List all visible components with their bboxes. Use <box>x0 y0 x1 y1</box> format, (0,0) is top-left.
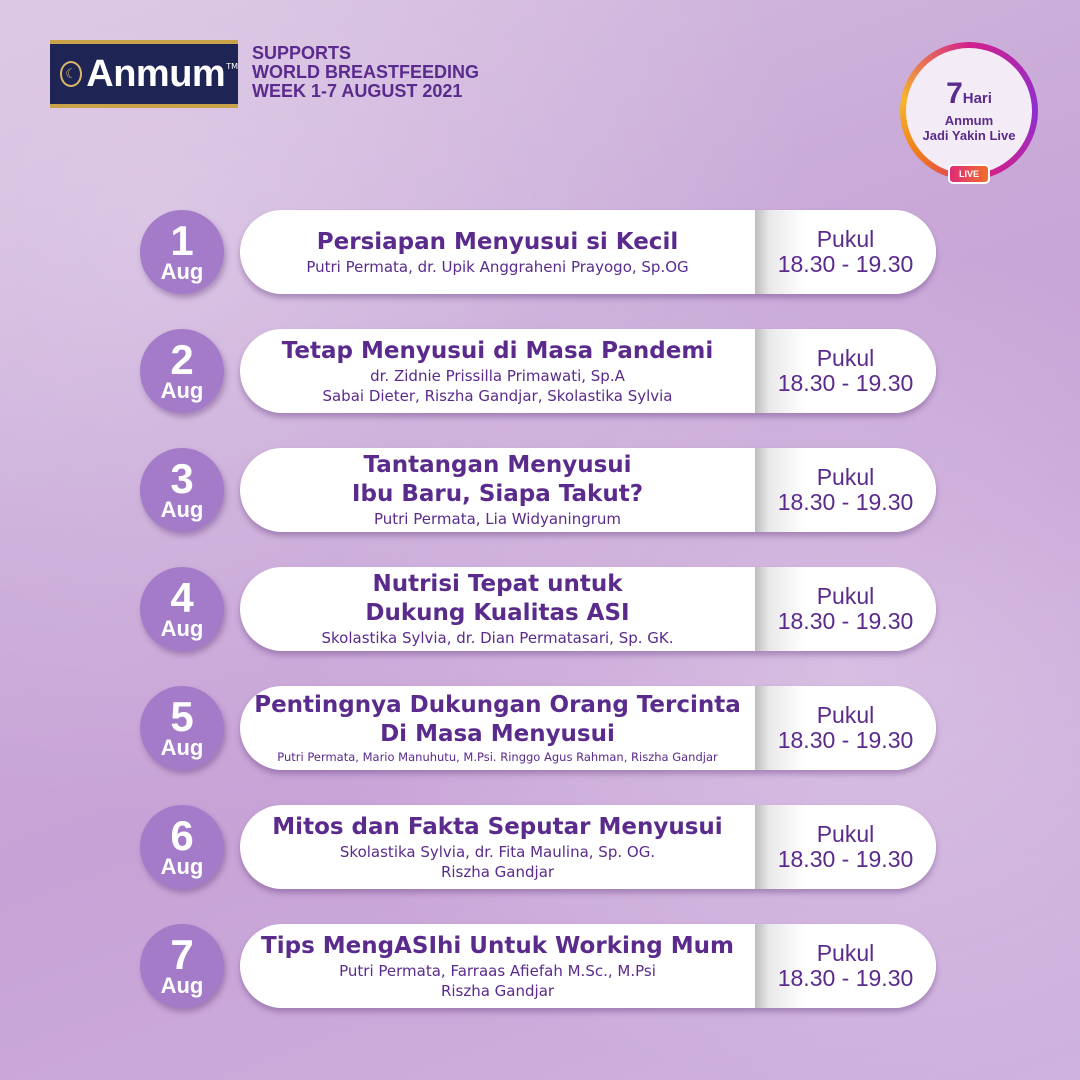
session-card <box>240 210 936 294</box>
session-card <box>240 686 936 770</box>
time-label: Pukul <box>816 583 875 609</box>
time-label: Pukul <box>816 464 875 490</box>
session-title: Dukung Kualitas ASI <box>365 600 630 626</box>
time-range: 18.30 - 19.30 <box>777 965 914 991</box>
session-title: Nutrisi Tepat untuk <box>372 571 623 597</box>
date-month: Aug <box>160 973 204 998</box>
date-day: 5 <box>170 693 194 740</box>
date-circle <box>140 924 224 1008</box>
date-circle <box>140 686 224 770</box>
session-info <box>240 924 755 1008</box>
date-month: Aug <box>160 616 204 641</box>
session-speakers: Skolastika Sylvia, dr. Dian Permatasari, Sp. GK. <box>321 629 674 647</box>
date-circle <box>140 448 224 532</box>
session-title: Ibu Baru, Siapa Takut? <box>351 481 644 507</box>
date-day: 2 <box>170 336 194 383</box>
mother-baby-icon: ☾ <box>60 61 82 87</box>
session-speakers: dr. Zidnie Prissilla Primawati, Sp.A <box>370 366 625 385</box>
date-day: 1 <box>170 217 194 264</box>
session-speakers: Skolastika Sylvia, dr. Fita Maulina, Sp. OG. <box>339 842 656 861</box>
supports-line: SUPPORTS <box>252 43 352 63</box>
schedule-row <box>140 567 940 653</box>
trademark-mark: TM <box>226 62 238 71</box>
session-speakers: Putri Permata, dr. Upik Anggraheni Prayogo, Sp.OG <box>306 257 689 276</box>
session-card <box>240 448 936 532</box>
date-day: 7 <box>170 931 194 978</box>
session-speakers: Putri Permata, Farraas Afiefah M.Sc., M.Psi <box>339 961 656 980</box>
session-speakers: Putri Permata, Lia Widyaningrum <box>373 510 622 528</box>
session-time <box>755 329 936 413</box>
date-day: 3 <box>170 455 194 502</box>
header <box>50 40 479 108</box>
session-info <box>240 805 755 889</box>
session-info <box>240 567 755 651</box>
date-month: Aug <box>160 378 204 403</box>
session-card <box>240 329 936 413</box>
session-card <box>240 805 936 889</box>
live-tag: LIVE <box>948 164 990 184</box>
time-range: 18.30 - 19.30 <box>777 251 914 277</box>
time-label: Pukul <box>816 226 875 252</box>
anmum-logo <box>50 40 238 108</box>
session-card <box>240 924 936 1008</box>
date-day: 4 <box>170 574 194 621</box>
time-label: Pukul <box>816 821 875 847</box>
date-circle <box>140 210 224 294</box>
schedule-row <box>140 686 940 772</box>
date-circle <box>140 329 224 413</box>
time-range: 18.30 - 19.30 <box>777 608 914 634</box>
session-info <box>240 329 755 413</box>
time-range: 18.30 - 19.30 <box>777 489 914 515</box>
schedule-row <box>140 805 940 891</box>
session-info <box>240 448 755 532</box>
badge-line2: Jadi Yakin Live <box>922 127 1016 143</box>
session-time <box>755 805 936 889</box>
date-circle <box>140 567 224 651</box>
session-title: Tetap Menyusui di Masa Pandemi <box>281 337 714 364</box>
session-title: Tantangan Menyusui <box>363 452 632 478</box>
session-title: Mitos dan Fakta Seputar Menyusui <box>272 813 723 840</box>
session-info <box>240 686 755 770</box>
session-time <box>755 448 936 532</box>
session-title: Pentingnya Dukungan Orang Tercinta <box>254 692 741 718</box>
badge-number <box>946 76 992 113</box>
session-speakers: Riszha Gandjar <box>440 862 555 881</box>
date-day: 6 <box>170 812 194 859</box>
date-month: Aug <box>160 735 204 760</box>
supports-line: WEEK 1-7 AUGUST 2021 <box>252 81 463 101</box>
session-time <box>755 567 936 651</box>
badge-number-suffix: Hari <box>962 89 992 107</box>
session-title: Di Masa Menyusui <box>380 721 615 747</box>
logo-text: Anmum <box>86 52 226 95</box>
schedule-row <box>140 329 940 415</box>
badge-line1: Anmum <box>944 112 994 128</box>
supports-text <box>252 44 479 101</box>
badge-number-value: 7 <box>946 76 963 110</box>
date-month: Aug <box>160 497 204 522</box>
session-speakers: Putri Permata, Mario Manuhutu, M.Psi. Ringgo Agus Rahman, Riszha Gandjar <box>277 750 718 764</box>
session-info <box>240 210 755 294</box>
time-range: 18.30 - 19.30 <box>777 370 914 396</box>
session-card <box>240 567 936 651</box>
time-label: Pukul <box>816 345 875 371</box>
session-speakers: Sabai Dieter, Riszha Gandjar, Skolastika Sylvia <box>322 386 673 405</box>
badge-inner <box>906 48 1032 174</box>
time-range: 18.30 - 19.30 <box>777 727 914 753</box>
date-month: Aug <box>160 854 204 879</box>
session-time <box>755 924 936 1008</box>
session-time <box>755 686 936 770</box>
session-speakers: Riszha Gandjar <box>440 981 555 1000</box>
time-range: 18.30 - 19.30 <box>777 846 914 872</box>
session-title: Persiapan Menyusui si Kecil <box>316 228 679 255</box>
schedule-row <box>140 448 940 534</box>
live-badge <box>900 42 1038 180</box>
session-title: Tips MengASIhi Untuk Working Mum <box>261 932 734 959</box>
date-month: Aug <box>160 259 204 284</box>
session-time <box>755 210 936 294</box>
supports-line: WORLD BREASTFEEDING <box>252 62 479 82</box>
date-circle <box>140 805 224 889</box>
time-label: Pukul <box>816 940 875 966</box>
schedule-row <box>140 924 940 1010</box>
schedule-row <box>140 210 940 296</box>
time-label: Pukul <box>816 702 875 728</box>
